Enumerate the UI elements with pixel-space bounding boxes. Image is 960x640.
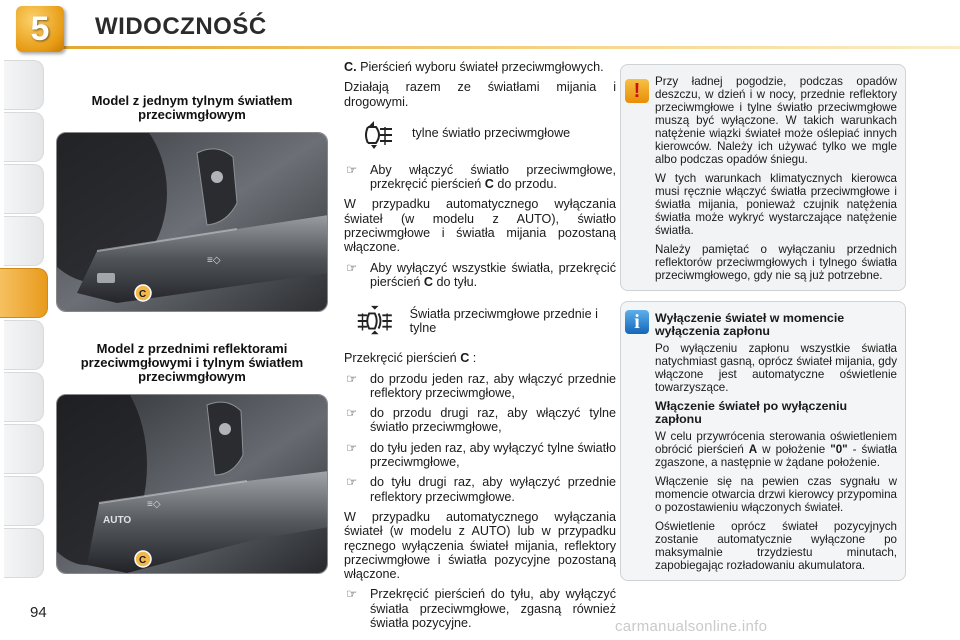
chapter-tab-7[interactable] — [4, 372, 44, 422]
ring-c-marker-2: C — [139, 555, 147, 566]
front-rear-fog-label: Światła przeciwmgłowe przednie i tylne — [409, 306, 598, 336]
warning-icon: ! — [625, 79, 649, 103]
stalk-illustration-1 — [57, 133, 328, 312]
works-with-text: Działają razem ze światłami mijania i drogowymi. — [344, 80, 616, 109]
auto-off-paragraph: W przypadku automatycznego wyłączania świateł (w modelu z AUTO), światło przeciwmgłowe i światła mijania pozostaną włączone. — [344, 197, 616, 255]
chapter-badge: 5 — [16, 6, 64, 52]
pointer-icon: ☞ — [346, 587, 358, 602]
info-heading-2: Włączenie świateł po wyłączeniu zapłonu — [655, 399, 848, 426]
pointer-icon: ☞ — [346, 440, 358, 455]
turn-ring-intro: Przekręcić pierścień C : — [344, 351, 477, 366]
list-item: ☞ do tyłu drugi raz, aby wyłączyć przednie reflektory przeciwmgłowe. — [346, 475, 616, 504]
page-header — [0, 0, 960, 56]
pointer-icon: ☞ — [346, 406, 358, 421]
info-p3: Włączenie się na pewien czas sygnału w momencie otwarcia drzwi kierowcy przypomina o pozostawieniu włączonych świateł. — [655, 475, 897, 514]
bullet-turn-on: ☞ Aby włączyć światło przeciwmgłowe, przekręcić pierścień C do przodu. — [346, 162, 616, 192]
chapter-tab-4[interactable] — [4, 216, 44, 266]
warning-p2: W tych warunkach klimatycznych kierowca musi ręcznie włączyć światła przeciwmgłowe i światła mijania, ponieważ czujnik natężenia światła może wykryć wystarczające natężenie światła. — [655, 172, 897, 237]
ring-c-definition — [344, 60, 616, 74]
info-heading-1: Wyłączenie świateł w momencie wyłączenia zapłonu — [655, 311, 845, 338]
chapter-tab-5-active[interactable] — [0, 268, 48, 318]
notes-column — [620, 64, 906, 581]
chapter-tabs — [0, 60, 46, 570]
list-item: ☞ do tyłu jeden raz, aby wyłączyć tylne światło przeciwmgłowe, — [346, 440, 616, 470]
watermark: carmanualsonline.info — [615, 618, 768, 635]
instructions-column — [344, 60, 616, 636]
chapter-tab-3[interactable] — [4, 164, 44, 214]
rear-fog-label: tylne światło przeciwmgłowe — [412, 125, 571, 140]
warning-box — [620, 64, 906, 291]
ring-c-text: Pierścień wyboru świateł przeciwmgłowych. — [360, 60, 604, 74]
bullet-last: ☞ Przekręcić pierścień do tyłu, aby wyłączyć światła przeciwmgłowe, zgasną również światła pozycyjne. — [346, 587, 616, 631]
list-item: ☞ do przodu jeden raz, aby włączyć przednie reflektory przeciwmgłowe, — [346, 371, 616, 400]
figure2-caption: Model z przednimi reflektorami przeciwmgłowymi i tylnym światłem przeciwmgłowym — [80, 341, 304, 384]
chapter-tab-6[interactable] — [4, 320, 44, 370]
pointer-icon: ☞ — [346, 371, 358, 386]
pointer-icon: ☞ — [346, 162, 358, 177]
info-p2: W celu przywrócenia sterowania oświetleniem obrócić pierścień A w położenie "0" - światła zgaszone, a następnie w żądane położenie. — [655, 430, 897, 469]
svg-text:≡◇: ≡◇ — [207, 255, 221, 266]
page-title: WIDOCZNOŚĆ — [95, 13, 267, 40]
auto-label: AUTO — [103, 515, 132, 526]
warning-p3: Należy pamiętać o wyłączaniu przednich reflektorów przeciwmgłowych i tylnego światła przeciwmgłowego, gdy nie są już potrzebne. — [655, 243, 897, 282]
info-box — [620, 301, 906, 581]
chapter-tab-9[interactable] — [4, 476, 44, 526]
list-item: ☞ do przodu drugi raz, aby włączyć tylne światło przeciwmgłowe, — [346, 406, 616, 435]
bullet-turn-off: ☞ Aby wyłączyć wszystkie światła, przekręcić pierścień C do tyłu. — [346, 260, 616, 289]
pointer-icon: ☞ — [346, 260, 358, 275]
page-number: 94 — [30, 604, 47, 621]
svg-text:≡◇: ≡◇ — [147, 499, 161, 510]
warning-p1: Przy ładnej pogodzie, podczas opadów deszczu, w dzień i w nocy, przednie reflektory przeciwmgłowe i tylne światło przeciwmgłowe muszą być wyłączone. W takich warunkach natężenie wiązki świateł może oślepiać innych kierowców. Należy ich używać tylko we mgle albo podczas opadów śniegu. — [655, 75, 897, 166]
stalk-photo-front-rear-fog — [56, 394, 328, 574]
chapter-tab-10[interactable] — [4, 528, 44, 578]
info-p1: Po wyłączeniu zapłonu wszystkie światła natychmiast gasną, oprócz świateł mijania, gdy włączone jest automatyczne oświetlenie towarzyszące. — [655, 342, 897, 394]
rear-fog-row — [344, 115, 616, 151]
chapter-tab-8[interactable] — [4, 424, 44, 474]
stalk-illustration-2 — [57, 395, 328, 574]
ring-c-key: C. — [344, 60, 357, 74]
pointer-icon: ☞ — [346, 475, 358, 490]
info-p4: Oświetlenie oprócz świateł pozycyjnych zostanie automatycznie wyłączone po maksymalnie trzydziestu minutach, zapobiegając rozładowaniu akumulatora. — [655, 520, 897, 572]
header-rule — [60, 46, 960, 49]
front-rear-fog-row — [344, 303, 616, 339]
figures-column — [56, 60, 328, 574]
front-rear-fog-icon — [354, 303, 396, 339]
info-icon: i — [625, 310, 649, 334]
stalk-photo-single-fog — [56, 132, 328, 312]
figure1-caption: Model z jednym tylnym światłem przeciwmgłowym — [91, 93, 293, 122]
ring-c-marker-1: C — [139, 289, 147, 300]
auto-off-paragraph-2: W przypadku automatycznego wyłączania świateł (w modelu z AUTO) lub w przypadku ręcznego wyłączenia świateł mijania, reflektory przeciwmgłowe i światła pozycyjne pozostaną włączone. — [344, 509, 616, 582]
chapter-tab-2[interactable] — [4, 112, 44, 162]
rear-fog-light-icon — [354, 115, 398, 151]
chapter-tab-1[interactable] — [4, 60, 44, 110]
